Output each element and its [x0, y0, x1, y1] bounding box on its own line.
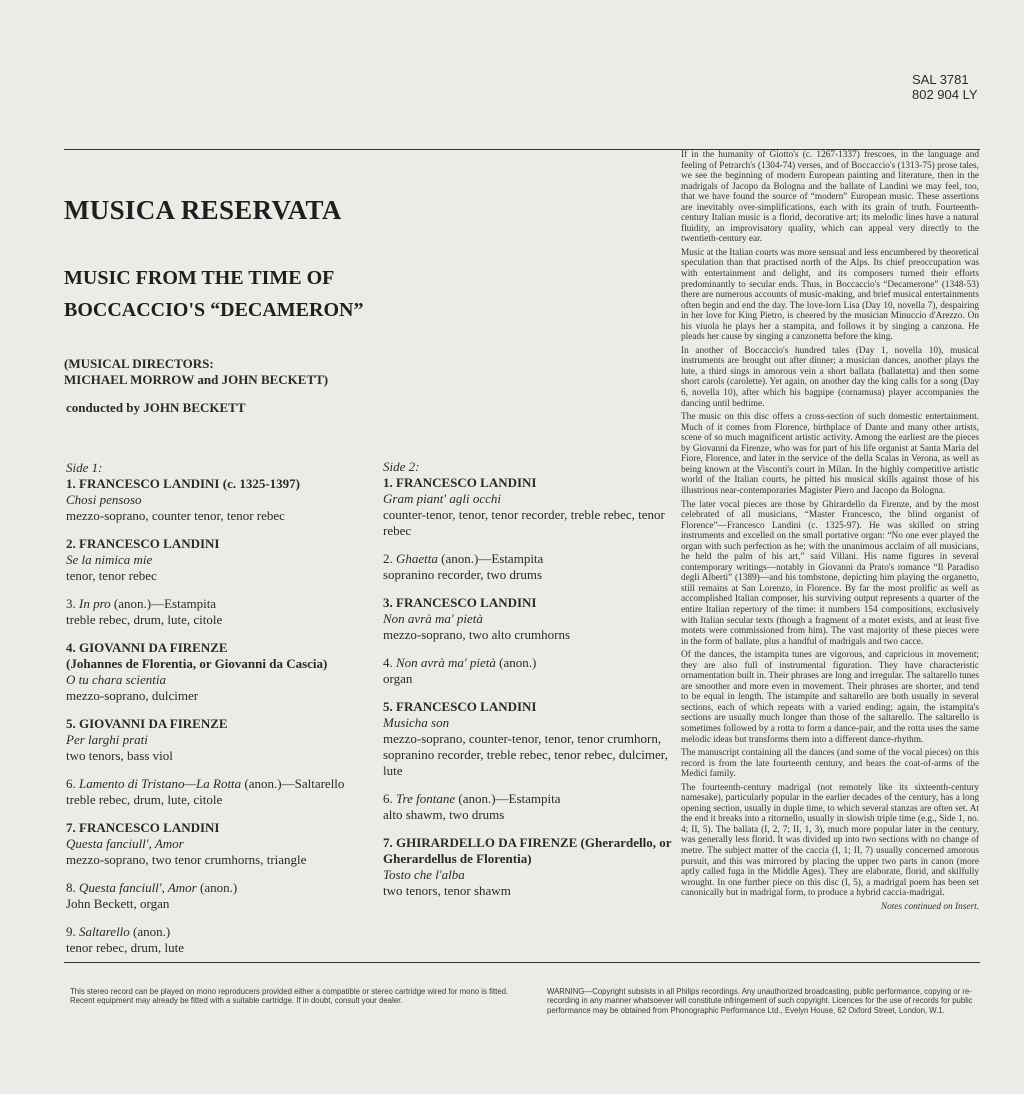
track-piece: Ghaetta — [396, 551, 438, 566]
track-number: 4. — [383, 655, 396, 670]
track-instrumentation: two tenors, tenor shawm — [383, 883, 511, 898]
track-number: 9. — [66, 924, 79, 939]
album-subtitle — [64, 262, 363, 326]
side-1-tracklist — [66, 460, 366, 956]
track-number: 8. — [66, 880, 79, 895]
track-title: 4. GIOVANNI DA FIRENZE — [66, 640, 228, 655]
track-entry — [66, 640, 366, 704]
notes-paragraph: Music at the Italian courts was more sensual and less encumbered by theoretical speculation than that practised north of the Alps. Its chief preoccupation was with entertainment and delight, and its composers turned their efforts predominantly to secular ends. Thus, in Boccaccio's “Decamerone” (1348-53) there are numerous accounts of music-making, and brief musical entertainments often begin and end the day. The love-lorn Lisa (Day 10, novella 7), despairing in her love for King Pietro, is cheered by the musician Minuccio d'Arezzo. On his viuola he plays her a stampita, and follows it by singing a canzona. He pleads her cause by singing a canzonetta before the king. — [681, 247, 979, 343]
track-title: 2. FRANCESCO LANDINI — [66, 536, 220, 551]
notes-paragraph: The manuscript containing all the dances (and some of the vocal pieces) on this record is from the late fourteenth century, and bears the coat-of-arms of the Medici family. — [681, 748, 979, 780]
track-entry — [383, 595, 683, 643]
track-piece: Lamento di Tristano—La Rotta — [79, 776, 242, 791]
track-piece-title: O tu chara scientia — [66, 672, 167, 687]
track-entry — [66, 536, 366, 584]
track-number: 2. — [383, 551, 396, 566]
track-instrumentation: treble rebec, drum, lute, citole — [66, 612, 223, 627]
track-piece-title: Questa fanciull', Amor — [66, 836, 184, 851]
side-2-tracklist — [383, 459, 683, 899]
track-title: 1. FRANCESCO LANDINI (c. 1325-1397) — [66, 476, 300, 491]
directors-line-1: (MUSICAL DIRECTORS: — [64, 356, 214, 371]
notes-paragraph: The fourteenth-century madrigal (not remotely like its sixteenth-century namesake), particularly popular in the earlier decades of the century, has a long opening section, usually in duple time, to which several stanzas are often set. At the end it breaks into a ritornello, usually in slowish triple time (e.g., Side 1, no. 4; II, 5). The ballata (I, 2, 7; II, 1, 3), much more popular later in the century, was generally less florid. It was divided up into two sections with no change of metre. The subject matter of the caccia (I, 1; II, 7) usually concerned amorous pursuit, and this was mirrored by placing the upper two parts in canon (more aptly called fuga in the Middle Ages). They are elaborate, florid, and skilfully wrought. In one further piece on this disc (I, 5), a madrigal poem has been set canonically but in madrigal form, to produce a hybrid caccia-madrigal. — [681, 782, 979, 899]
directors-line-2: MICHAEL MORROW and JOHN BECKETT) — [64, 372, 329, 387]
track-instrumentation: alto shawm, two drums — [383, 807, 505, 822]
track-piece-title: Musicha son — [383, 715, 450, 730]
track-instrumentation: sopranino recorder, two drums — [383, 567, 543, 582]
track-instrumentation: tenor rebec, drum, lute — [66, 940, 185, 955]
track-title: 5. FRANCESCO LANDINI — [383, 699, 537, 714]
notes-paragraph: The music on this disc offers a cross-section of such domestic entertainment. Much of it comes from Florence, birthplace of Dante and many other artists, scene of so much magnificent artistic activity. Among the earliest are the pieces by Giovanni da Firenze, who was for part of his life organist at Santa Maria del Fiore, Florence, and later in the service of the della Scalas in Verona, as well as being known at the Visconti's court in Milan. In the highly competitive artistic world of the Italian courts, he pitted his musical skills against those of his illustrious near-contemporaries Magister Piero and Jacopo da Bologna. — [681, 412, 979, 496]
subtitle-line-1: MUSIC FROM THE TIME OF — [64, 267, 335, 289]
track-attribution: (anon.)—Estampita — [455, 791, 561, 806]
track-entry — [383, 655, 683, 687]
track-entry — [66, 596, 366, 628]
track-title: 1. FRANCESCO LANDINI — [383, 475, 537, 490]
catalog-code: 802 904 LY — [912, 87, 978, 102]
track-entry — [66, 476, 366, 524]
track-title — [66, 924, 366, 940]
track-piece-title: Per larghi prati — [66, 732, 148, 747]
track-instrumentation: mezzo-soprano, counter tenor, tenor rebec — [66, 508, 285, 523]
bottom-divider — [64, 962, 980, 963]
track-entry — [66, 924, 366, 956]
track-attribution: (anon.) — [129, 924, 171, 939]
track-piece-title: Se la nimica mie — [66, 552, 153, 567]
track-entry — [383, 791, 683, 823]
track-instrumentation: counter-tenor, tenor, tenor recorder, treble rebec, tenor rebec — [383, 507, 665, 538]
track-piece: Questa fanciull', Amor — [79, 880, 197, 895]
stereo-notice: This stereo record can be played on mono reproducers provided either a compatible or stereo cartridge wired for mono is fitted. Recent equipment may already be fitted with a suitable cartridge. If in doubt, consult your dealer. — [70, 987, 509, 1006]
track-instrumentation: tenor, tenor rebec — [66, 568, 157, 583]
track-instrumentation: mezzo-soprano, dulcimer — [66, 688, 199, 703]
subtitle-line-2: BOCCACCIO'S “DECAMERON” — [64, 299, 364, 321]
track-title — [66, 880, 366, 896]
copyright-warning: WARNING—Copyright subsists in all Philips recordings. Any unauthorized broadcasting, public performance, copying or re-recording in any manner whatsoever will constitute infringement of such copyright. Licences for the use of records for public performance may be obtained from Phonographic Performance Ltd., Evelyn House, 62 Oxford Street, London, W.1. — [547, 987, 973, 1015]
track-piece: In pro — [79, 596, 111, 611]
track-piece: Non avrà ma' pietà — [396, 655, 496, 670]
track-title-continued: (Johannes de Florentia, or Giovanni da Cascia) — [66, 656, 328, 671]
notes-continued: Notes continued on Insert. — [880, 901, 979, 912]
track-entry — [383, 835, 683, 899]
side-2-heading: Side 2: — [383, 459, 420, 474]
track-attribution: (anon.) — [495, 655, 537, 670]
track-title: 7. FRANCESCO LANDINI — [66, 820, 220, 835]
track-instrumentation: mezzo-soprano, counter-tenor, tenor, tenor crumhorn, sopranino recorder, treble rebec, tenor rebec, dulcimer, lute — [383, 731, 668, 778]
track-attribution: (anon.)—Estampita — [437, 551, 544, 566]
musical-directors — [64, 356, 328, 388]
track-title — [383, 655, 683, 671]
track-attribution: (anon.)—Saltarello — [241, 776, 345, 791]
notes-paragraph: The later vocal pieces are those by Ghirardello da Firenze, and by the most celebrated of all musicians, “Master Francesco, the blind organist of Florence”—Francesco Landini (c. 1325-97). He was skilled on string instruments and excelled on the small portative organ: “No one ever played the organ with such perfection as he; with the unanimous acclaim of all musicians, he held the palm of his art,” said Villani. His name figures in several contemporary writings—notably in Giovanni da Prato's romance “Il Paradiso degli Alberti” (1389)—and his tombstone, depicting him playing the organetto, still remains at San Lorenzo, in Florence. By far the most prolific as well as accomplished Italian composer, his surviving output represents a quarter of the entire Italian repertory of the time: it numbers 154 compositions, exclusively with Italian secular texts (though a fragment of a motet exists, and at least five motets were commissioned from him). The vast majority of these pieces were in the form of ballate, plus a handful of madrigals and two cacce. — [681, 499, 979, 647]
track-instrumentation: John Beckett, organ — [66, 896, 170, 911]
track-piece: Saltarello — [79, 924, 130, 939]
track-entry — [66, 880, 366, 912]
side-1-heading: Side 1: — [66, 460, 103, 475]
track-attribution: (anon.) — [196, 880, 238, 895]
track-number: 6. — [383, 791, 396, 806]
track-piece-title: Tosto che l'alba — [383, 867, 465, 882]
liner-notes-body — [681, 150, 979, 899]
track-number: 6. — [66, 776, 79, 791]
album-title: MUSICA RESERVATA — [64, 195, 342, 225]
track-title-continued: Gherardellus de Florentia) — [383, 851, 532, 866]
track-instrumentation: treble rebec, drum, lute, citole — [66, 792, 223, 807]
liner-notes — [681, 150, 979, 912]
track-entry — [383, 551, 683, 583]
track-title: 3. FRANCESCO LANDINI — [383, 595, 537, 610]
notes-paragraph: Of the dances, the istampita tunes are vigorous, and capricious in movement; they are also full of instrumental figuration. They have characteristic ornamentation built in. Their phrases are long and irregular. The saltarello tunes are smoother and more even in movement. Their phrases are shorter, and tend to be equal in length. The istampite and saltarello are both usually in several sections, each of which repeats with a varied ending; again, the istampita's sections are usually much longer than those of the saltarello. The saltarello is sometimes followed by a rotta to form a dance-pair, and the rotta uses the same melodic ideas but transforms them into a different dance-rhythm. — [681, 650, 979, 745]
side-2-tracks — [383, 475, 683, 899]
track-entry — [383, 699, 683, 779]
track-entry — [66, 820, 366, 868]
track-piece-title: Gram piant' agli occhi — [383, 491, 501, 506]
catalog-number — [912, 72, 978, 102]
track-title: 7. GHIRARDELLO DA FIRENZE (Gherardello, or — [383, 835, 672, 850]
track-title — [383, 791, 683, 807]
track-instrumentation: mezzo-soprano, two alto crumhorns — [383, 627, 571, 642]
track-attribution: (anon.)—Estampita — [110, 596, 217, 611]
track-title — [66, 596, 366, 612]
notes-paragraph: In another of Boccaccio's hundred tales (Day 1, novella 10), musical instruments are brought out after dinner; a musician dances, another plays the lute, a third sings in amorous vein a short ballata (ballatetta) and then some short carols (carolette). Yet again, on another day the king calls for a song (Day 6, novella 10), after which his bagpipe (cornamusa) player accompanies the dancing until bedtime. — [681, 345, 979, 409]
track-number: 3. — [66, 596, 79, 611]
track-instrumentation: mezzo-soprano, two tenor crumhorns, triangle — [66, 852, 307, 867]
side-1-tracks — [66, 476, 366, 956]
track-title — [383, 551, 683, 567]
track-entry — [66, 716, 366, 764]
notes-paragraph: If in the humanity of Giotto's (c. 1267-1337) frescoes, in the language and feeling of Petrarch's (1304-74) verses, and of Boccaccio's (1313-75) prose tales, we see the beginning of modern European painting and literature, then in the madrigals of Jacopo da Bologna and the ballate of Landini we may feel, too, that we have found the source of “modern” European music. These assertions are inevitably over-simplifications, each with its grain of truth. Fourteenth-century Italian music is a florid, decorative art; its melodic lines have a natural fluidity, an improvisatory quality, which can appeal very directly to the twentieth-century ear. — [681, 150, 979, 245]
catalog-sal: SAL 3781 — [912, 72, 969, 87]
track-title — [66, 776, 366, 792]
track-entry — [383, 475, 683, 539]
conductor-credit: conducted by JOHN BECKETT — [66, 400, 246, 415]
track-title: 5. GIOVANNI DA FIRENZE — [66, 716, 228, 731]
track-entry — [66, 776, 366, 808]
track-piece-title: Non avrà ma' pietà — [383, 611, 483, 626]
track-instrumentation: organ — [383, 671, 413, 686]
track-piece: Tre fontane — [396, 791, 456, 806]
track-piece-title: Chosi pensoso — [66, 492, 142, 507]
track-instrumentation: two tenors, bass viol — [66, 748, 173, 763]
